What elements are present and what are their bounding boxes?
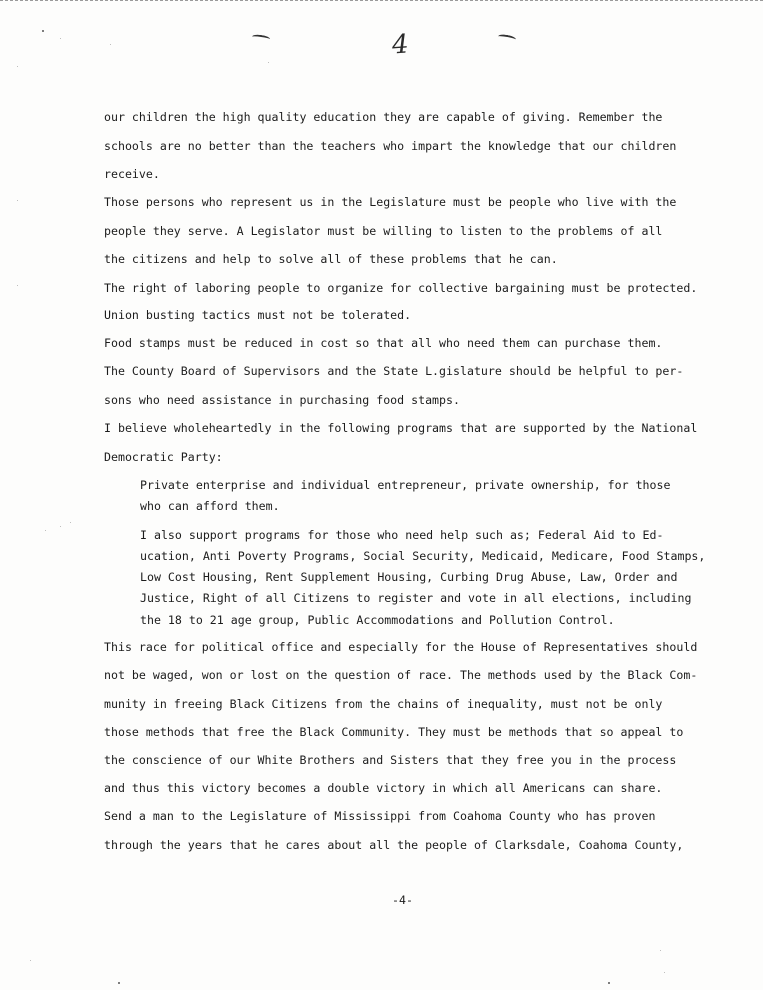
indented-text-line: ucation, Anti Poverty Programs, Social Security, Medicaid, Medicare, Food Stamps, xyxy=(140,549,706,563)
text-line: sons who need assistance in purchasing food stamps. xyxy=(104,393,460,407)
scan-speck xyxy=(30,960,31,961)
scan-speck xyxy=(118,982,120,984)
text-line: This race for political office and especially for the House of Representatives should xyxy=(104,640,698,654)
text-line: The County Board of Supervisors and the State L.gislature should be helpful to per- xyxy=(104,364,684,378)
scan-speck xyxy=(17,285,18,286)
page-footer-number: -4- xyxy=(392,893,413,907)
indented-text-line: Private enterprise and individual entrepreneur, private ownership, for those xyxy=(140,478,671,492)
handwritten-mark-left xyxy=(252,34,271,42)
text-line: receive. xyxy=(104,167,160,181)
text-line: people they serve. A Legislator must be willing to listen to the problems of all xyxy=(104,224,663,238)
scan-speck xyxy=(660,950,661,951)
text-line: the citizens and help to solve all of these problems that he can. xyxy=(104,252,558,266)
text-line: schools are no better than the teachers who impart the knowledge that our children xyxy=(104,139,677,153)
scan-speck xyxy=(45,530,46,531)
text-line: not be waged, won or lost on the question of race. The methods used by the Black Com- xyxy=(104,668,698,682)
indented-text-line: I also support programs for those who need help such as; Federal Aid to Ed- xyxy=(140,528,664,542)
text-line: I believe wholeheartedly in the following programs that are supported by the National xyxy=(104,421,698,435)
text-line: Those persons who represent us in the Legislature must be people who live with the xyxy=(104,195,677,209)
text-line: Send a man to the Legislature of Mississippi from Coahoma County who has proven xyxy=(104,809,656,823)
indented-text-line: Low Cost Housing, Rent Supplement Housing, Curbing Drug Abuse, Law, Order and xyxy=(140,570,678,584)
scan-speck xyxy=(110,44,111,45)
text-line: our children the high quality education they are capable of giving. Remember the xyxy=(104,110,663,124)
text-line: Food stamps must be reduced in cost so that all who need them can purchase them. xyxy=(104,336,663,350)
handwritten-page-number: 4 xyxy=(390,29,410,61)
indented-text-line: Justice, Right of all Citizens to register and vote in all elections, including xyxy=(140,591,692,605)
text-line: the conscience of our White Brothers and Sisters that they free you in the process xyxy=(104,753,677,767)
scan-speck xyxy=(42,30,44,32)
scan-speck xyxy=(60,526,61,527)
text-line: The right of laboring people to organize for collective bargaining must be protected. xyxy=(104,281,698,295)
scan-speck xyxy=(17,66,18,67)
scan-speck xyxy=(608,982,610,984)
scan-speck xyxy=(268,62,269,63)
text-line: Democratic Party: xyxy=(104,450,223,464)
indented-text-line: who can afford them. xyxy=(140,499,280,513)
text-line: those methods that free the Black Community. They must be methods that so appeal to xyxy=(104,725,684,739)
handwritten-mark-right xyxy=(498,33,517,42)
scan-speck xyxy=(60,38,61,39)
scan-speck xyxy=(17,200,18,201)
scan-speck xyxy=(70,522,71,523)
text-line: and thus this victory becomes a double victory in which all Americans can share. xyxy=(104,781,663,795)
text-line: through the years that he cares about all the people of Clarksdale, Coahoma County, xyxy=(104,838,684,852)
text-line: Union busting tactics must not be tolerated. xyxy=(104,308,412,322)
text-line: munity in freeing Black Citizens from the chains of inequality, must not be only xyxy=(104,697,663,711)
page-top-edge xyxy=(0,0,763,7)
scan-speck xyxy=(664,972,665,973)
indented-text-line: the 18 to 21 age group, Public Accommodations and Pollution Control. xyxy=(140,613,615,627)
